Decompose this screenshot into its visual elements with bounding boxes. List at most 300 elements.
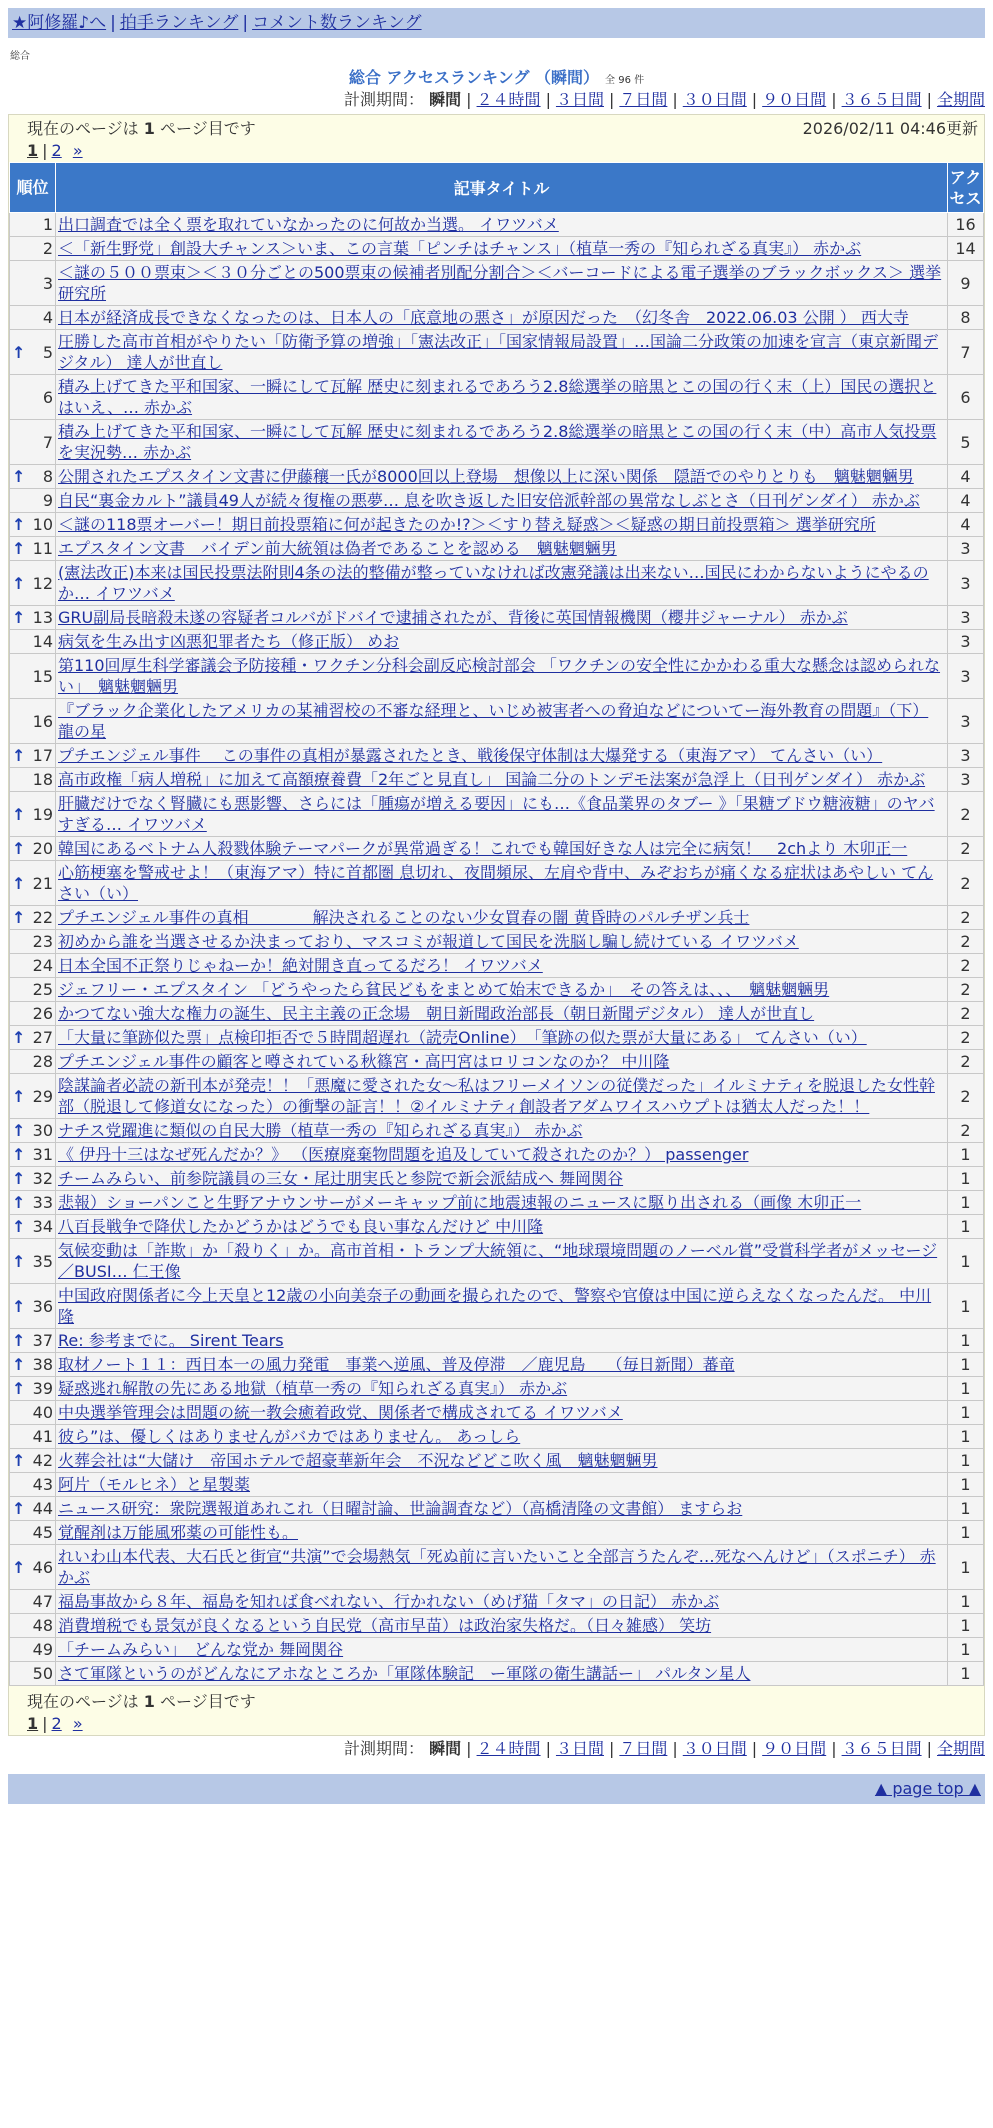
access-count: 2: [948, 1119, 984, 1143]
article-link[interactable]: 『ブラック企業化したアメリカの某補習校の不審な経理と、いじめ被害者への脅迫などについてー海外教育の問題』（下） 龍の星: [58, 701, 929, 741]
article-link[interactable]: 取材ノート１１：西日本一の風力発電 事業へ逆風、普及停滞 ／鹿児島 （毎日新聞）蕃竜: [58, 1355, 735, 1374]
title-cell: [56, 606, 948, 630]
pager-page-2-link[interactable]: 2: [51, 1714, 62, 1733]
rank-cell: [10, 1521, 56, 1545]
rank-number: 31: [32, 1145, 53, 1164]
rank-number: 27: [32, 1028, 53, 1047]
article-link[interactable]: 肝臓だけでなく腎臓にも悪影響、さらには「腫瘍が増える要因」にも…《食品業界のタブー 》「果糖ブドウ糖液糖」のヤバすぎる… イワツバメ: [58, 794, 935, 834]
title-cell: [56, 837, 948, 861]
rank-cell: [10, 1425, 56, 1449]
table-row: [10, 1143, 984, 1167]
rank-cell: [10, 1401, 56, 1425]
title-cell: [56, 465, 948, 489]
rank-number: 7: [42, 432, 53, 452]
title-cell: [56, 1425, 948, 1449]
rank-number: 21: [32, 873, 53, 893]
rank-cell: [10, 1329, 56, 1353]
rank-up-arrow-icon: ↑: [12, 746, 26, 765]
table-row: [10, 537, 984, 561]
rank-number: 44: [32, 1499, 53, 1518]
article-link[interactable]: エプスタイン文書 バイデン前大統領は偽者であることを認める 魑魅魍魎男: [58, 539, 617, 558]
table-row: [10, 1521, 984, 1545]
page-top-link[interactable]: ▲ page top ▲: [874, 1779, 981, 1798]
asyura-home-link[interactable]: ★阿修羅♪へ: [12, 13, 107, 33]
rank-number: 45: [32, 1523, 53, 1542]
article-link[interactable]: 中国政府関係者に今上天皇と12歳の小向美奈子の動画を撮られたので、警察や官僚は中国に逆らえなくなったんだ。 中川隆: [58, 1286, 932, 1326]
rank-cell: [10, 465, 56, 489]
rank-cell: [10, 744, 56, 768]
access-count: 2: [948, 792, 984, 837]
rank-number: 2: [42, 239, 53, 258]
rank-up-arrow-icon: ↑: [12, 1379, 26, 1398]
title-cell: [56, 1026, 948, 1050]
access-count: 1: [948, 1377, 984, 1401]
table-row: [10, 330, 984, 375]
title-cell: [56, 1473, 948, 1497]
rank-number: 43: [32, 1475, 53, 1494]
table-row: [10, 1002, 984, 1026]
pager-next-link[interactable]: »: [72, 1714, 83, 1733]
table-row: [10, 375, 984, 420]
title-cell: [56, 375, 948, 420]
article-link[interactable]: 第110回厚生科学審議会予防接種・ワクチン分科会副反応検討部会 「ワクチンの安全性にかかわる重大な懸念は認められない」 魑魅魍魎男: [58, 656, 941, 696]
period-selector-bottom: 計測期間： 瞬間 | ２４時間 | ３日間 | ７日間 | ３０日間 | ９０日間 | ３６５日間 | 全期間: [344, 1739, 985, 1758]
article-link[interactable]: 初めから誰を当選させるか決まっており、マスコミが報道して国民を洗脳し騙し続けている イワツバメ: [58, 932, 799, 951]
rank-cell: [10, 1377, 56, 1401]
access-count: 1: [948, 1662, 984, 1686]
rank-cell: [10, 330, 56, 375]
title-cell: [56, 1353, 948, 1377]
title-header: 記事タイトル: [56, 163, 948, 213]
pager-current: 1: [27, 141, 39, 160]
rank-up-arrow-icon: ↑: [12, 1296, 26, 1316]
title-cell: [56, 1497, 948, 1521]
rank-number: 39: [32, 1379, 53, 1398]
rank-up-arrow-icon: ↑: [12, 1028, 26, 1047]
separator: |: [242, 13, 249, 33]
period-30d-link[interactable]: ３０日間: [682, 1739, 747, 1758]
rank-cell: [10, 699, 56, 744]
article-link[interactable]: (憲法改正)本来は国民投票法附則4条の法的整備が整っていなければ改憲発議は出来ない…国民にわからないようにやるのか… イワツバメ: [58, 563, 929, 603]
access-count: 16: [948, 213, 984, 237]
pager-page-2-link[interactable]: 2: [51, 141, 62, 160]
ranking-rows: [10, 213, 984, 1686]
rank-number: 3: [42, 273, 53, 293]
table-row: [10, 1401, 984, 1425]
rank-cell: [10, 1239, 56, 1284]
rank-cell: [10, 1473, 56, 1497]
rank-cell: [10, 306, 56, 330]
table-row: [10, 837, 984, 861]
rank-up-arrow-icon: ↑: [12, 1331, 26, 1350]
access-count: 3: [948, 606, 984, 630]
period-90d-link[interactable]: ９０日間: [762, 1739, 827, 1758]
article-link[interactable]: プチエンジェル事件 この事件の真相が暴露されたとき、戦後保守体制は大爆発する（東海アマ） てんさい（い）: [58, 746, 883, 765]
table-row: [10, 630, 984, 654]
rank-number: 40: [32, 1403, 53, 1422]
article-link[interactable]: 消費増税でも景気が良くなるという自民党（高市早苗）は政治家失格だ。（日々雑感） 笑坊: [58, 1616, 712, 1635]
article-link[interactable]: 「大量に筆跡似た票」点検印拒否で５時間超遅れ（読売Online） 「筆跡の似た票が大量にある」 てんさい（い）: [58, 1028, 867, 1047]
page-status-bottom: 現在のページは 1 ページ目です: [27, 1692, 256, 1711]
footer-bar: [8, 1774, 985, 1804]
access-count: 1: [948, 1497, 984, 1521]
title-cell: [56, 1074, 948, 1119]
article-link[interactable]: 《 伊丹十三はなぜ死んだか？》 （医療廃棄物問題を追及していて殺されたのか？） passenger: [58, 1145, 749, 1164]
title-cell: [56, 1662, 948, 1686]
top-nav-bar: [8, 8, 985, 38]
table-row: [10, 513, 984, 537]
updated-timestamp: 2026/02/11 04:46更新: [802, 119, 978, 138]
rank-cell: [10, 792, 56, 837]
rank-cell: [10, 537, 56, 561]
rank-cell: [10, 1638, 56, 1662]
title-cell: [56, 906, 948, 930]
rank-cell: [10, 213, 56, 237]
table-row: [10, 1191, 984, 1215]
title-cell: [56, 630, 948, 654]
rank-number: 5: [42, 342, 53, 362]
table-row: [10, 606, 984, 630]
article-link[interactable]: ＜謎の５００票束＞＜３０分ごとの500票束の候補者別配分割合＞＜バーコードによる電子選挙のブラックボックス＞ 選挙研究所: [58, 263, 942, 303]
rank-up-arrow-icon: ↑: [12, 1355, 26, 1374]
rank-up-arrow-icon: ↑: [12, 804, 26, 824]
article-link[interactable]: 悲報）ショーパンこと生野アナウンサーがメーキャップ前に地震速報のニュースに駆り出される（画像 木卯正一: [58, 1193, 862, 1212]
table-row: [10, 1638, 984, 1662]
table-row: [10, 261, 984, 306]
article-link[interactable]: 日本が経済成長できなくなったのは、日本人の「底意地の悪さ」が原因だった （幻冬舎 2022.06.03 公開 ） 西大寺: [58, 308, 909, 327]
table-row: [10, 306, 984, 330]
access-count: 1: [948, 1353, 984, 1377]
rank-number: 24: [32, 956, 53, 975]
rank-cell: [10, 237, 56, 261]
access-count: 4: [948, 489, 984, 513]
access-count: 3: [948, 699, 984, 744]
article-link[interactable]: 病気を生み出す凶悪犯罪者たち（修正版） めお: [58, 632, 400, 651]
article-link[interactable]: 圧勝した高市首相がやりたい「防衛予算の増強」「憲法改正」「国家情報局設置」…国論二分政策の加速を宣言（東京新聞デジタル） 達人が世直し: [58, 332, 939, 372]
rank-up-arrow-icon: ↑: [12, 342, 26, 362]
title-cell: [56, 930, 948, 954]
article-link[interactable]: 八百長戦争で降伏したかどうかはどうでも良い事なんだけど 中川隆: [58, 1217, 544, 1236]
access-count: 1: [948, 1167, 984, 1191]
access-count: 1: [948, 1425, 984, 1449]
rank-up-arrow-icon: ↑: [12, 539, 26, 558]
article-link[interactable]: 高市政権「病人増税」に加えて高額療養費「2年ごと見直し」 国論二分のトンデモ法案が急浮上（日刊ゲンダイ） 赤かぶ: [58, 770, 926, 789]
access-count: 2: [948, 906, 984, 930]
article-link[interactable]: ＜「新生野党」創設大チャンス＞いま、この言葉「ピンチはチャンス」（植草一秀の『知られざる真実』） 赤かぶ: [58, 239, 862, 258]
rank-number: 42: [32, 1451, 53, 1470]
rank-cell: [10, 1449, 56, 1473]
rank-up-arrow-icon: ↑: [12, 873, 26, 893]
title-cell: [56, 1377, 948, 1401]
rank-number: 23: [32, 932, 53, 951]
table-row: [10, 1239, 984, 1284]
article-link[interactable]: 公開されたエプスタイン文書に伊藤穰一氏が8000回以上登場 想像以上に深い関係 隠語でのやりとりも 魑魅魍魎男: [58, 467, 914, 486]
title-cell: [56, 420, 948, 465]
rank-cell: [10, 489, 56, 513]
access-count: 1: [948, 1215, 984, 1239]
period-3d-link[interactable]: ３日間: [555, 90, 604, 109]
table-row: [10, 1167, 984, 1191]
title-cell: [56, 1050, 948, 1074]
rank-up-arrow-icon: ↑: [12, 1217, 26, 1236]
ranking-table: [9, 162, 984, 1686]
ranking-title: 総合 アクセスランキング （瞬間）: [348, 68, 600, 87]
title-cell: [56, 792, 948, 837]
rank-cell: [10, 1545, 56, 1590]
rank-up-arrow-icon: ↑: [12, 515, 26, 534]
title-cell: [56, 1614, 948, 1638]
article-link[interactable]: 疑惑逃れ解散の先にある地獄（植草一秀の『知られざる真実』） 赤かぶ: [58, 1379, 568, 1398]
period-365d-link[interactable]: ３６５日間: [841, 90, 922, 109]
access-count: 2: [948, 1002, 984, 1026]
table-row: [10, 1662, 984, 1686]
pager-current: 1: [27, 1714, 39, 1733]
table-row: [10, 237, 984, 261]
access-count: 14: [948, 237, 984, 261]
period-24h-link[interactable]: ２４時間: [476, 1739, 541, 1758]
rank-cell: [10, 1119, 56, 1143]
table-row: [10, 1590, 984, 1614]
title-cell: [56, 1521, 948, 1545]
total-count: 全 96 件: [605, 75, 645, 86]
article-link[interactable]: プチエンジェル事件の顧客と噂されている秋篠宮・高円宮はロリコンなのか？ 中川隆: [58, 1052, 670, 1071]
rank-cell: [10, 561, 56, 606]
access-count: 2: [948, 978, 984, 1002]
table-row: [10, 1449, 984, 1473]
article-link[interactable]: 陰謀論者必読の新刊本が発売！！「悪魔に愛された女〜私はフリーメイソンの従僕だった」イルミナティを脱退した女性幹部（脱退して修道女になった）の衝撃の証言！！②イルミナティ創設者アダムワイスハウプトは猶太人だった！！: [58, 1076, 935, 1116]
access-count: 2: [948, 1050, 984, 1074]
article-link[interactable]: 中央選挙管理会は問題の統一教会癒着政党、関係者で構成されてる イワツバメ: [58, 1403, 623, 1422]
rank-cell: [10, 1143, 56, 1167]
table-row: [10, 861, 984, 906]
access-count: 1: [948, 1614, 984, 1638]
rank-number: 33: [32, 1193, 53, 1212]
table-row: [10, 1119, 984, 1143]
article-link[interactable]: 自民“裏金カルト”議員49人が続々復権の悪夢… 息を吹き返した旧安倍派幹部の異常なしぶとさ（日刊ゲンダイ） 赤かぶ: [58, 491, 920, 510]
rank-up-arrow-icon: ↑: [12, 1086, 26, 1106]
rank-up-arrow-icon: ↑: [12, 1451, 26, 1470]
table-row: [10, 1545, 984, 1590]
article-link[interactable]: 火葬会社は“大儲け 帝国ホテルで超豪華新年会 不況などどこ吹く風 魑魅魍魎男: [58, 1451, 658, 1470]
article-link[interactable]: GRU副局長暗殺未遂の容疑者コルバがドバイで逮捕されたが、背後に英国情報機関（櫻井ジャーナル） 赤かぶ: [58, 608, 848, 627]
access-count: 1: [948, 1590, 984, 1614]
article-link[interactable]: 阿片（モルヒネ）と星製薬: [58, 1475, 251, 1494]
article-link[interactable]: 韓国にあるベトナム人殺戮体験テーマパークが異常過ぎる！これでも韓国好きな人は完全に病気！ 2chより 木卯正一: [58, 839, 908, 858]
table-row: [10, 930, 984, 954]
rank-number: 46: [32, 1557, 53, 1577]
access-count: 3: [948, 654, 984, 699]
rank-number: 1: [42, 215, 53, 234]
comment-ranking-link[interactable]: コメント数ランキング: [252, 13, 422, 33]
access-count: 7: [948, 330, 984, 375]
rank-number: 8: [42, 467, 53, 486]
table-row: [10, 420, 984, 465]
period-24h-link[interactable]: ２４時間: [476, 90, 541, 109]
rank-cell: [10, 1002, 56, 1026]
table-row: [10, 768, 984, 792]
rank-number: 10: [32, 515, 53, 534]
article-link[interactable]: プチエンジェル事件の真相 解決されることのない少女買春の闇 黄昏時のパルチザン兵士: [58, 908, 750, 927]
access-count: 1: [948, 1521, 984, 1545]
table-row: [10, 654, 984, 699]
period-selector-top: 計測期間： 瞬間 | ２４時間 | ３日間 | ７日間 | ３０日間 | ９０日間 | ３６５日間 | 全期間: [344, 90, 985, 109]
access-count: 2: [948, 930, 984, 954]
rank-cell: [10, 1167, 56, 1191]
article-link[interactable]: ニュース研究：衆院選報道あれこれ（日曜討論、世論調査など）（高橋清隆の文書館） ますらお: [58, 1499, 743, 1518]
title-cell: [56, 978, 948, 1002]
rank-cell: [10, 513, 56, 537]
rank-cell: [10, 375, 56, 420]
access-count: 2: [948, 954, 984, 978]
rank-number: 26: [32, 1004, 53, 1023]
title-cell: [56, 768, 948, 792]
table-row: [10, 1377, 984, 1401]
table-row: [10, 954, 984, 978]
rank-number: 18: [32, 770, 53, 789]
rank-number: 17: [32, 746, 53, 765]
rank-up-arrow-icon: ↑: [12, 573, 26, 593]
period-3d-link[interactable]: ３日間: [555, 1739, 604, 1758]
rank-cell: [10, 906, 56, 930]
article-link[interactable]: Re: 参考までに。 Sirent Tears: [58, 1331, 284, 1350]
access-count: 1: [948, 1638, 984, 1662]
rank-number: 9: [42, 491, 53, 510]
rank-cell: [10, 1191, 56, 1215]
period-all-link[interactable]: 全期間: [936, 1739, 985, 1758]
table-row: [10, 1353, 984, 1377]
access-count: 1: [948, 1239, 984, 1284]
applause-ranking-link[interactable]: 拍手ランキング: [119, 13, 239, 33]
rank-cell: [10, 654, 56, 699]
article-link[interactable]: 積み上げてきた平和国家、一瞬にして瓦解 歴史に刻まれるであろう2.8総選挙の暗黒とこの国の行く末（上）国民の選択とはいえ、… 赤かぶ: [58, 377, 937, 417]
rank-cell: [10, 261, 56, 306]
article-link[interactable]: ＜謎の118票オーバー！期日前投票箱に何が起きたのか!?＞＜すり替え疑惑＞＜疑惑の期日前投票箱＞ 選挙研究所: [58, 515, 876, 534]
title-cell: [56, 1284, 948, 1329]
table-row: [10, 1473, 984, 1497]
ranking-panel: [8, 114, 985, 1736]
rank-number: 34: [32, 1217, 53, 1236]
table-row: [10, 489, 984, 513]
rank-number: 15: [32, 666, 53, 686]
rank-cell: [10, 930, 56, 954]
separator: |: [110, 13, 116, 33]
rank-number: 22: [32, 908, 53, 927]
article-link[interactable]: 覚醒剤は万能風邪薬の可能性も。: [58, 1523, 299, 1542]
article-link[interactable]: 「チームみらい」 どんな党か 舞岡関谷: [58, 1640, 344, 1659]
title-cell: [56, 1638, 948, 1662]
table-row: [10, 978, 984, 1002]
rank-number: 29: [32, 1086, 53, 1106]
rank-up-arrow-icon: ↑: [12, 467, 26, 486]
rank-number: 16: [32, 711, 53, 731]
rank-header: 順位: [10, 163, 56, 213]
table-row: [10, 744, 984, 768]
table-row: [10, 792, 984, 837]
article-link[interactable]: 日本全国不正祭りじゃねーか！絶対開き直ってるだろ！ イワツバメ: [58, 956, 543, 975]
rank-up-arrow-icon: ↑: [12, 608, 26, 627]
rank-cell: [10, 1590, 56, 1614]
rank-up-arrow-icon: ↑: [12, 1193, 26, 1212]
rank-number: 14: [32, 632, 53, 651]
rank-cell: [10, 1215, 56, 1239]
rank-number: 19: [32, 804, 53, 824]
article-link[interactable]: 出口調査では全く票を取れていなかったのに何故か当選。 イワツバメ: [58, 215, 559, 234]
article-link[interactable]: ジェフリー・エプスタイン 「どうやったら貧民どもをまとめて始末できるか」 その答えは、、、 魑魅魍魎男: [58, 980, 830, 999]
title-cell: [56, 213, 948, 237]
article-link[interactable]: 彼ら”は、優しくはありませんがバカではありません。 あっしら: [58, 1427, 521, 1446]
access-count: 4: [948, 465, 984, 489]
pager-next-link[interactable]: »: [72, 141, 83, 160]
title-cell: [56, 954, 948, 978]
article-link[interactable]: 気候変動は「詐欺」か「殺りく」か。高市首相・トランプ大統領に、“地球環境問題のノーベル賞”受賞科学者がメッセージ／BUSI… 仁王像: [58, 1241, 938, 1281]
category-label: 総合: [10, 51, 30, 62]
access-count: 5: [948, 420, 984, 465]
article-link[interactable]: さて軍隊というのがどんなにアホなところか「軍隊体験記 ー軍隊の衛生講話ー」 パルタン星人: [58, 1664, 751, 1683]
rank-up-arrow-icon: ↑: [12, 839, 26, 858]
period-365d-link[interactable]: ３６５日間: [841, 1739, 922, 1758]
period-current: 瞬間: [429, 90, 462, 109]
rank-up-arrow-icon: ↑: [12, 1557, 26, 1577]
article-link[interactable]: 心筋梗塞を警戒せよ！（東海アマ）特に首都圏 息切れ、夜間頻尿、左肩や背中、みぞおちが痛くなる症状はあやしい てんさい（い）: [58, 863, 934, 903]
title-cell: [56, 1329, 948, 1353]
rank-cell: [10, 1284, 56, 1329]
article-link[interactable]: 積み上げてきた平和国家、一瞬にして瓦解 歴史に刻まれるであろう2.8総選挙の暗黒とこの国の行く末（中）高市人気投票を実況勢… 赤かぶ: [58, 422, 937, 462]
table-row: [10, 906, 984, 930]
rank-number: 30: [32, 1121, 53, 1140]
rank-up-arrow-icon: ↑: [12, 1121, 26, 1140]
access-count: 3: [948, 537, 984, 561]
title-cell: [56, 513, 948, 537]
period-7d-link[interactable]: ７日間: [619, 1739, 668, 1758]
article-link[interactable]: ナチス党躍進に類似の自民大勝（植草一秀の『知られざる真実』） 赤かぶ: [58, 1121, 583, 1140]
period-90d-link[interactable]: ９０日間: [762, 90, 827, 109]
title-cell: [56, 306, 948, 330]
title-cell: [56, 1449, 948, 1473]
access-count: 1: [948, 1191, 984, 1215]
rank-cell: [10, 1026, 56, 1050]
rank-number: 41: [32, 1427, 53, 1446]
title-cell: [56, 1119, 948, 1143]
rank-number: 37: [32, 1331, 53, 1350]
page-wrapper: [8, 8, 985, 1804]
current-page-number: 1: [143, 119, 155, 138]
rank-cell: [10, 861, 56, 906]
table-row: [10, 1497, 984, 1521]
period-all-link[interactable]: 全期間: [936, 90, 985, 109]
rank-cell: [10, 1353, 56, 1377]
rank-cell: [10, 1074, 56, 1119]
article-link[interactable]: 福島事故から８年、福島を知れば食べれない、行かれない（めげ猫「タマ」の日記） 赤かぶ: [58, 1592, 720, 1611]
title-cell: [56, 537, 948, 561]
access-count: 1: [948, 1329, 984, 1353]
table-row: [10, 1074, 984, 1119]
access-count: 1: [948, 1284, 984, 1329]
rank-number: 12: [32, 573, 53, 593]
period-7d-link[interactable]: ７日間: [619, 90, 668, 109]
table-row: [10, 1026, 984, 1050]
title-cell: [56, 861, 948, 906]
period-label: 計測期間：: [344, 90, 425, 109]
article-link[interactable]: チームみらい、前参院議員の三女・尾辻朋実氏と参院で新会派結成へ 舞岡関谷: [58, 1169, 624, 1188]
article-link[interactable]: れいわ山本代表、大石氏と街宣“共演”で会場熱気「死ぬ前に言いたいこと全部言うたんぞ…死なへんけど」（スポニチ） 赤かぶ: [58, 1547, 936, 1587]
title-cell: [56, 1143, 948, 1167]
period-30d-link[interactable]: ３０日間: [682, 90, 747, 109]
rank-number: 25: [32, 980, 53, 999]
rank-cell: [10, 768, 56, 792]
rank-cell: [10, 954, 56, 978]
title-cell: [56, 699, 948, 744]
article-link[interactable]: かつてない強大な権力の誕生、民主主義の正念場 朝日新聞政治部長（朝日新聞デジタル） 達人が世直し: [58, 1004, 815, 1023]
